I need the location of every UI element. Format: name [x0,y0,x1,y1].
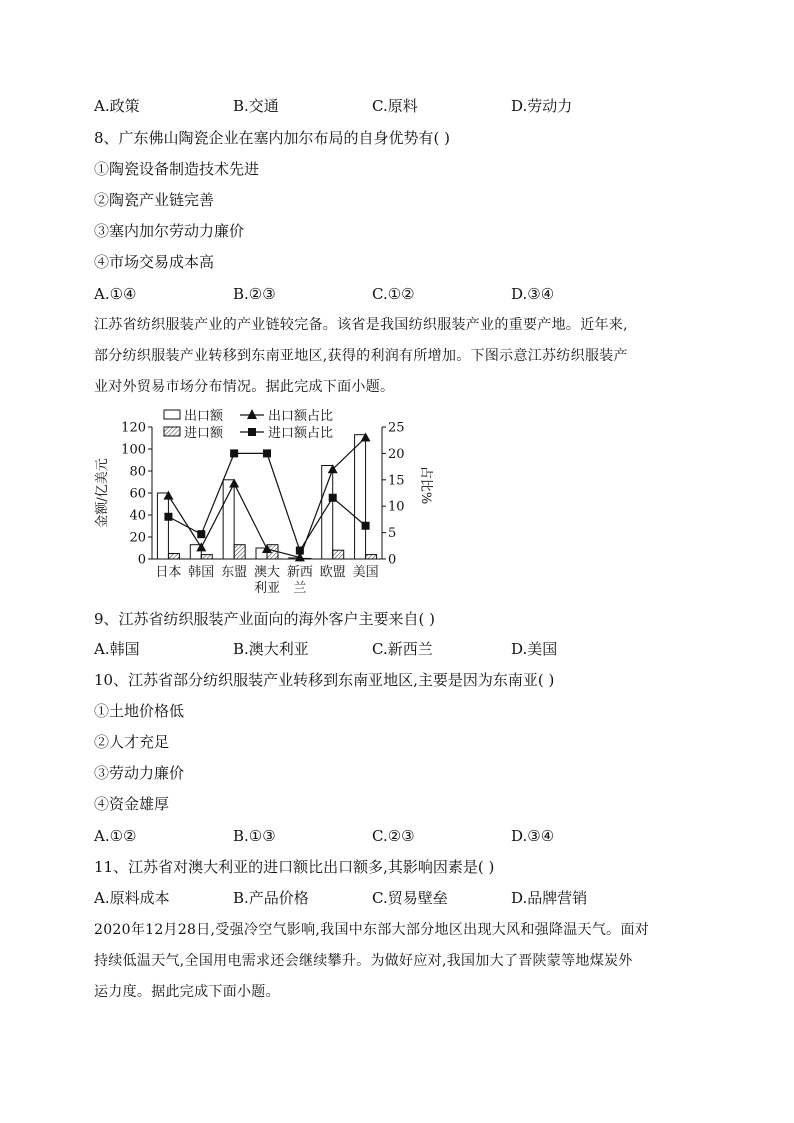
y-tick-label: 80 [129,464,146,480]
legend-swatch [164,410,180,419]
legend-label: 出口额占比 [268,409,334,424]
q10-option-c[interactable]: C.②③ [372,827,415,845]
material2-line-3: 运力度。据此完成下面小题。 [94,984,280,1000]
import-bar [366,555,377,559]
material1-line-1: 江苏省纺织服装产业的产业链较完备。该省是我国纺织服装产业的重要产地。近年来, [94,317,628,333]
q7-option-a[interactable]: A.政策 [94,97,140,115]
legend-marker [247,409,257,419]
y-axis-title: 金额/亿美元 [95,458,110,528]
export-bar [355,435,366,559]
material1-line-2: 部分纺织服装产业转移到东南亚地区,获得的利润有所增加。下图示意江苏纺织服装产 [94,348,628,364]
q11-option-c[interactable]: C.贸易壁垒 [372,889,448,907]
import-share-point [197,530,205,538]
import-bar [201,555,212,559]
import-share-point [230,449,238,457]
y2-tick-label: 25 [388,420,405,436]
q7-option-c[interactable]: C.原料 [372,97,418,115]
y2-axis-title: 占比% [418,465,433,505]
q8-item-1: ①陶瓷设备制造技术先进 [94,160,260,178]
q8-option-d[interactable]: D.③④ [511,285,555,303]
y2-tick-label: 15 [388,473,405,489]
q8-stem: 8、广东佛山陶瓷企业在塞内加尔布局的自身优势有( ) [94,129,451,147]
q8-option-c[interactable]: C.①② [372,285,415,303]
legend-swatch [164,427,180,436]
y-tick-label: 60 [129,486,146,502]
q11-stem: 11、江苏省对澳大利亚的进口额比出口额多,其影响因素是( ) [94,858,495,876]
import-share-point [362,522,370,530]
import-share-point [164,513,172,521]
q11-option-a[interactable]: A.原料成本 [94,889,170,907]
x-tick-label: 美国 [352,565,379,580]
chart-legend [164,408,333,441]
q7-option-b[interactable]: B.交通 [233,97,279,115]
import-bar [333,550,344,559]
y2-tick-label: 5 [388,526,397,542]
import-share-point [296,547,304,555]
q10-stem: 10、江苏省部分纺织服装产业转移到东南亚地区,主要是因为东南亚( ) [94,671,555,689]
q10-item-2: ②人才充足 [94,733,170,751]
export-bar [223,480,234,559]
y2-tick-label: 20 [388,446,405,462]
y-tick-label: 0 [137,552,146,568]
export-bar [157,493,168,559]
material2-line-1: 2020年12月28日,受强冷空气影响,我国中东部大部分地区出现大风和强降温天气。面对 [94,922,650,938]
chart-axes [94,421,434,597]
q10-option-a[interactable]: A.①② [94,827,137,845]
x-tick-label: 东盟 [221,565,248,580]
q8-item-3: ③塞内加尔劳动力廉价 [94,222,245,240]
y-tick-label: 20 [129,530,146,546]
q9-stem: 9、江苏省纺织服装产业面向的海外客户主要来自( ) [94,610,436,628]
x-tick-label: 欧盟 [319,565,346,580]
import-share-point [263,449,271,457]
x-tick-label: 韩国 [188,565,215,580]
x-tick-label: 兰 [293,581,307,596]
q8-item-4: ④市场交易成本高 [94,253,215,271]
y2-tick-label: 0 [388,552,397,568]
x-tick-label: 日本 [155,565,182,580]
x-tick-label: 利亚 [253,581,281,596]
x-tick-label: 澳大 [253,565,281,580]
q8-item-2: ②陶瓷产业链完善 [94,191,215,209]
q10-option-b[interactable]: B.①③ [233,827,276,845]
q8-option-b[interactable]: B.②③ [233,285,276,303]
chart-lines [163,433,370,562]
import-bar [234,545,245,559]
trade-chart [94,404,434,604]
q9-option-b[interactable]: B.澳大利亚 [233,640,309,658]
import-bar [168,554,179,560]
legend-label: 进口额占比 [268,426,334,441]
q9-option-d[interactable]: D.美国 [511,640,558,658]
y-tick-label: 40 [129,508,146,524]
q10-item-4: ④资金雄厚 [94,795,170,813]
y-tick-label: 100 [121,442,146,458]
q11-option-d[interactable]: D.品牌营销 [511,889,588,907]
import-share-point [329,494,337,502]
q8-option-a[interactable]: A.①④ [94,285,137,303]
q10-item-1: ①土地价格低 [94,702,185,720]
q10-option-d[interactable]: D.③④ [511,827,555,845]
q10-item-3: ③劳动力廉价 [94,764,185,782]
q9-option-a[interactable]: A.韩国 [94,640,140,658]
y2-tick-label: 10 [388,499,405,515]
material2-line-2: 持续低温天气,全国用电需求还会继续攀升。为做好应对,我国加大了晋陕蒙等地煤炭外 [94,953,633,969]
y-tick-label: 120 [121,420,146,436]
x-tick-label: 新西 [286,565,313,580]
legend-label: 进口额 [184,426,224,441]
legend-label: 出口额 [184,409,224,424]
q7-option-d[interactable]: D.劳动力 [511,97,573,115]
material1-line-3: 业对外贸易市场分布情况。据此完成下面小题。 [94,379,395,395]
q9-option-c[interactable]: C.新西兰 [372,640,433,658]
q11-option-b[interactable]: B.产品价格 [233,889,309,907]
legend-marker [248,428,256,436]
